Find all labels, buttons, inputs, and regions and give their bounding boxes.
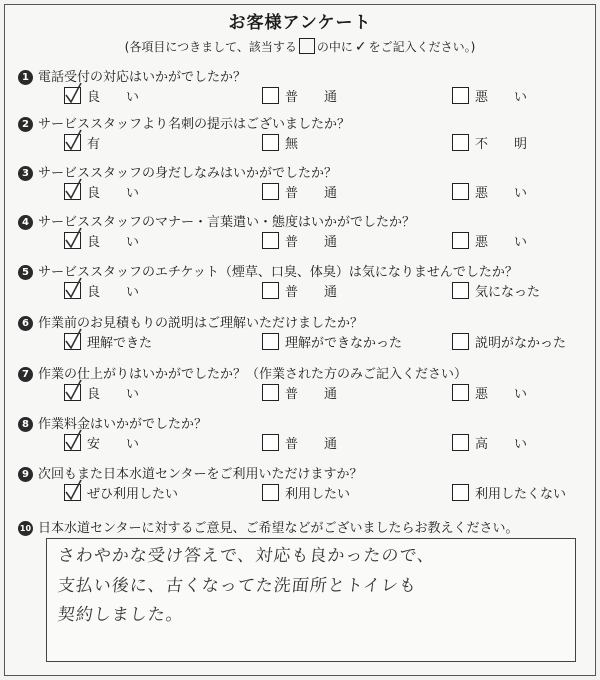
question-number: 1 xyxy=(18,70,33,85)
question-number: 10 xyxy=(18,521,33,536)
checkbox[interactable] xyxy=(262,484,279,501)
option-label: 普 通 xyxy=(285,437,338,452)
question-9 xyxy=(18,463,363,482)
question-text: サービススタッフの身だしなみはいかがでしたか？ xyxy=(38,166,338,181)
instructions-before: (各項目につきまして、該当する xyxy=(124,40,297,54)
checkbox[interactable] xyxy=(452,134,469,151)
option-label: 良 い xyxy=(87,387,140,402)
option-label: 悪 い xyxy=(475,90,528,105)
question-number: 7 xyxy=(18,367,33,382)
option-label: 良 い xyxy=(87,235,140,250)
checkbox[interactable] xyxy=(64,134,81,151)
question-6 xyxy=(18,312,364,331)
option-q6-3[interactable] xyxy=(452,332,566,349)
option-q3-2[interactable] xyxy=(262,182,337,199)
question-text: 次回もまた日本水道センターをご利用いただけますか？ xyxy=(38,467,363,482)
option-label: 理解ができなかった xyxy=(285,336,403,351)
option-q2-1[interactable] xyxy=(64,133,100,150)
option-q1-2[interactable] xyxy=(262,86,337,103)
checkbox[interactable] xyxy=(64,87,81,104)
handwritten-line-1: さわやかな受け答えで、対応も良かったので、 xyxy=(56,546,437,566)
checkbox[interactable] xyxy=(452,384,469,401)
question-10 xyxy=(18,517,519,536)
option-q4-2[interactable] xyxy=(262,231,337,248)
option-label: 普 通 xyxy=(285,387,338,402)
option-q8-3[interactable] xyxy=(452,433,527,450)
checkbox[interactable] xyxy=(452,333,469,350)
question-number: 9 xyxy=(18,467,33,482)
checkbox[interactable] xyxy=(452,484,469,501)
option-label: 安 い xyxy=(87,437,140,452)
option-label: 普 通 xyxy=(285,285,338,300)
question-text: 作業の仕上がりはいかがでしたか？（作業された方のみご記入ください） xyxy=(38,367,468,382)
option-q2-3[interactable] xyxy=(452,133,527,150)
instructions-after: をご記入ください。) xyxy=(368,40,476,54)
option-q6-2[interactable] xyxy=(262,332,402,349)
question-8 xyxy=(18,413,208,432)
option-q9-3[interactable] xyxy=(452,483,566,500)
option-label: 高 い xyxy=(475,437,528,452)
question-text: サービススタッフのエチケット（煙草、口臭、体臭）は気になりませんでしたか？ xyxy=(38,265,518,280)
handwritten-line-2: 支払い後に、古くなってた洗面所とトイレも xyxy=(56,576,418,596)
option-label: 理解できた xyxy=(87,336,153,351)
question-text: サービススタッフのマナー・言葉遣い・態度はいかがでしたか？ xyxy=(38,215,416,230)
question-number: 6 xyxy=(18,316,33,331)
checkbox[interactable] xyxy=(262,134,279,151)
checkbox[interactable] xyxy=(262,384,279,401)
instructions xyxy=(0,38,600,55)
option-label: 良 い xyxy=(87,285,140,300)
option-label: 利用したくない xyxy=(475,487,567,502)
option-q6-1[interactable] xyxy=(64,332,152,349)
checkbox[interactable] xyxy=(262,333,279,350)
option-q7-2[interactable] xyxy=(262,383,337,400)
page-title: お客様アンケート xyxy=(228,13,372,33)
checkbox[interactable] xyxy=(262,434,279,451)
question-1 xyxy=(18,66,247,85)
option-label: 普 通 xyxy=(285,235,338,250)
option-q4-3[interactable] xyxy=(452,231,527,248)
checkbox[interactable] xyxy=(262,232,279,249)
option-q7-1[interactable] xyxy=(64,383,139,400)
option-label: 悪 い xyxy=(475,235,528,250)
checkbox[interactable] xyxy=(452,232,469,249)
option-q4-1[interactable] xyxy=(64,231,139,248)
question-2 xyxy=(18,113,351,132)
question-number: 4 xyxy=(18,215,33,230)
option-label: 有 xyxy=(87,137,101,152)
question-number: 2 xyxy=(18,117,33,132)
question-5 xyxy=(18,261,518,280)
checkbox[interactable] xyxy=(262,87,279,104)
question-text: 日本水道センターに対するご意見、ご希望などがございましたらお教えください。 xyxy=(38,521,519,536)
checkbox[interactable] xyxy=(64,282,81,299)
checkbox[interactable] xyxy=(64,384,81,401)
handwritten-line-3: 契約しました。 xyxy=(56,605,185,625)
checkbox[interactable] xyxy=(452,434,469,451)
question-number: 8 xyxy=(18,417,33,432)
option-label: 悪 い xyxy=(475,186,528,201)
option-q3-3[interactable] xyxy=(452,182,527,199)
question-text: サービススタッフより名刺の提示はございましたか？ xyxy=(38,117,351,132)
option-q9-1[interactable] xyxy=(64,483,178,500)
checkbox[interactable] xyxy=(64,484,81,501)
option-label: 利用したい xyxy=(285,487,351,502)
question-text: 作業前のお見積もりの説明はご理解いただけましたか？ xyxy=(38,316,364,331)
option-q7-3[interactable] xyxy=(452,383,527,400)
empty-box-icon xyxy=(299,38,315,54)
option-label: 普 通 xyxy=(285,186,338,201)
option-q1-1[interactable] xyxy=(64,86,139,103)
checkbox[interactable] xyxy=(262,282,279,299)
option-label: 良 い xyxy=(87,90,140,105)
checkbox[interactable] xyxy=(64,434,81,451)
question-7 xyxy=(18,363,468,382)
option-q5-1[interactable] xyxy=(64,281,139,298)
option-q5-3[interactable] xyxy=(452,281,540,298)
option-label: 説明がなかった xyxy=(475,336,567,351)
question-number: 5 xyxy=(18,265,33,280)
option-q2-2[interactable] xyxy=(262,133,298,150)
option-q8-1[interactable] xyxy=(64,433,139,450)
option-label: 普 通 xyxy=(285,90,338,105)
option-q8-2[interactable] xyxy=(262,433,337,450)
option-label: 良 い xyxy=(87,186,140,201)
option-q3-1[interactable] xyxy=(64,182,139,199)
checkbox[interactable] xyxy=(64,183,81,200)
option-q1-3[interactable] xyxy=(452,86,527,103)
checkbox[interactable] xyxy=(64,333,81,350)
checkbox[interactable] xyxy=(452,282,469,299)
checkbox[interactable] xyxy=(452,183,469,200)
checkmark-icon: ✓ xyxy=(354,39,367,55)
instructions-middle: の中に xyxy=(316,40,353,54)
option-q5-2[interactable] xyxy=(262,281,337,298)
option-label: 気になった xyxy=(475,285,541,300)
option-label: 不 明 xyxy=(475,137,528,152)
checkbox[interactable] xyxy=(452,87,469,104)
checkbox[interactable] xyxy=(262,183,279,200)
question-text: 電話受付の対応はいかがでしたか？ xyxy=(38,70,247,85)
question-text: 作業料金はいかがでしたか？ xyxy=(38,417,208,432)
option-label: 悪 い xyxy=(475,387,528,402)
option-q9-2[interactable] xyxy=(262,483,350,500)
option-label: ぜひ利用したい xyxy=(87,487,179,502)
question-3 xyxy=(18,162,338,181)
option-label: 無 xyxy=(285,137,299,152)
question-4 xyxy=(18,211,416,230)
checkbox[interactable] xyxy=(64,232,81,249)
question-number: 3 xyxy=(18,166,33,181)
